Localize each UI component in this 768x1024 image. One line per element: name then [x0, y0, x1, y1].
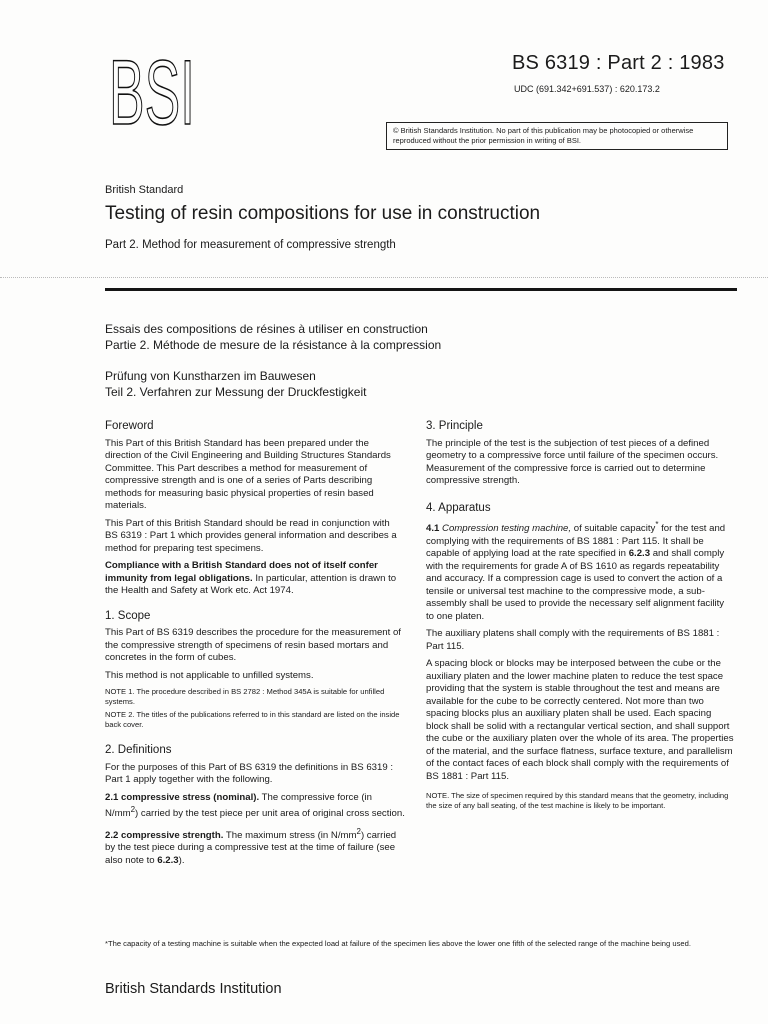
left-column — [105, 420, 405, 872]
definition-text: The maximum stress (in N/mm — [223, 829, 357, 841]
scope-note: NOTE 1. The procedure described in BS 2782 : Method 345A is suitable for unfilled systems. — [105, 687, 385, 706]
copyright-notice: © British Standards Institution. No part of this publication may be photocopied or otherwise reproduced without the prior permission in writing of BSI. — [386, 122, 728, 150]
publisher-name: British Standards Institution — [105, 981, 282, 997]
foreword-paragraph: This Part of this British Standard has been prepared under the direction of the Civil Engineering and Building Structures Standards Committee. This Part describes a method for measurement of compressive strength and is one of a series of Parts describing methods for measuring basic physical properties of resin based materials. — [105, 437, 391, 511]
document-subtitle: Part 2. Method for measurement of compressive strength — [105, 239, 396, 251]
french-subtitle: Partie 2. Méthode de mesure de la résistance à la compression — [105, 338, 442, 352]
definition-text: ). — [178, 854, 185, 866]
german-subtitle: Teil 2. Verfahren zur Messung der Druckfestigkeit — [105, 385, 367, 399]
compliance-text: In particular, attention is drawn to the Health and Safety at Work etc. Act 1974. — [105, 572, 397, 596]
definition-text: ) carried by the test piece per unit area of original cross section. — [135, 808, 405, 820]
superscript: 2 — [130, 805, 136, 814]
definitions-intro: For the purposes of this Part of BS 6319 the definitions in BS 6319 : Part 1 apply together with the following. — [105, 761, 393, 785]
scope-paragraph: This method is not applicable to unfilled systems. — [105, 669, 314, 681]
apparatus-heading: 4. Apparatus — [426, 501, 491, 514]
superscript: 2 — [356, 826, 361, 836]
foreword-paragraph: This Part of this British Standard should be read in conjunction with BS 6319 : Part 1 which provides general information and describes a method for preparing test specimens. — [105, 517, 397, 554]
principle-paragraph: The principle of the test is the subjection of test pieces of a defined geometry to a compressive force until failure of the specimen occurs. Measurement of the compressive force is carried out to determine compressive strength. — [426, 437, 719, 486]
definition-item — [105, 826, 405, 868]
document-title: Testing of resin compositions for use in construction — [105, 203, 541, 224]
german-title: Prüfung von Kunstharzen im Bauwesen — [105, 369, 316, 383]
apparatus-paragraph: The auxiliary platens shall comply with the requirements of BS 1881 : Part 115. — [426, 628, 720, 652]
clause-number: 4.1 — [426, 523, 440, 535]
clause-reference: 6.2.3 — [628, 548, 651, 560]
footnote-marker: * — [655, 520, 659, 529]
scope-note: NOTE 2. The titles of the publications referred to in this standard are listed on the inside back cover. — [105, 710, 400, 729]
dotted-separator — [0, 277, 768, 278]
document-type: British Standard — [105, 184, 184, 196]
definition-number: 2.2 — [105, 829, 119, 841]
apparatus-note: NOTE. The size of specimen required by this standard means that the geometry, including the size of any ball seating, of the test machine is likely to be important. — [426, 791, 729, 811]
compliance-statement: Compliance with a British Standard does not of itself confer immunity from legal obligations. — [105, 560, 378, 584]
scope-paragraph: This Part of BS 6319 describes the procedure for the measurement of the compressive strength of specimens of resin based mortars and concretes in the form of cubes. — [105, 627, 401, 663]
definition-text: ) carried by the test piece during a compressive test at the time of failure (see also note to — [105, 829, 397, 866]
principle-heading: 3. Principle — [426, 420, 483, 432]
definitions-heading: 2. Definitions — [105, 744, 172, 756]
clause-text: of suitable capacity — [571, 523, 656, 535]
bsi-logo — [107, 42, 197, 144]
definition-item — [105, 792, 405, 821]
svg-text:BSI: BSI — [109, 42, 195, 144]
clause-reference: 6.2.3 — [157, 854, 179, 866]
clause-text: for the test and complying with the requirements of BS 1881 : Part 115. It shall be capable of applying load at the rate specified in — [426, 523, 726, 560]
footnote: *The capacity of a testing machine is suitable when the expected load at failure of the specimen lies above the lower one fifth of the selected range of the machine being used. — [105, 939, 691, 948]
definition-term: compressive stress (nominal). — [121, 791, 260, 803]
french-title: Essais des compositions de résines à utiliser en construction — [105, 322, 428, 336]
clause-term: Compression testing machine, — [442, 523, 572, 535]
foreword-heading: Foreword — [105, 420, 154, 432]
compliance-paragraph — [105, 560, 405, 598]
scope-heading: 1. Scope — [105, 609, 151, 622]
clause-text: and shall comply with the requirements for grade A of BS 1610 as regards repeatability and accuracy. If a compression cage is used to convert the action of a tensile or universal test machine to the compressive mode, a sub-assembly shall be used to provide the necessary self alignment facility to one platen. — [426, 548, 725, 622]
udc-classification: UDC (691.342+691.537) : 620.173.2 — [514, 84, 660, 94]
right-column — [426, 420, 734, 814]
standard-number: BS 6319 : Part 2 : 1983 — [512, 52, 725, 74]
definition-number: 2.1 — [105, 791, 119, 803]
title-rule — [105, 288, 737, 291]
apparatus-paragraph: A spacing block or blocks may be interposed between the cube or the auxiliary platen and the lower machine platen to reduce the test space providing that the system is stable throughout the test and means are available for the cube to be correctly centered. Not more than two spacing blocks plus an auxiliary platen shall be used. Each spacing block shall be solid with a rectangular vertical section, and shall support the cube or the auxiliary platen over the whole of its area. The properties of the material, and the surface flatness, surface texture, and parallelism of the contact faces of each block shall comply with the requirements of BS 1881 : Part 115. — [426, 658, 734, 782]
apparatus-clause — [426, 519, 734, 623]
definition-term: compressive strength. — [121, 829, 224, 841]
definition-text: The compressive force (in N/mm — [105, 791, 372, 820]
